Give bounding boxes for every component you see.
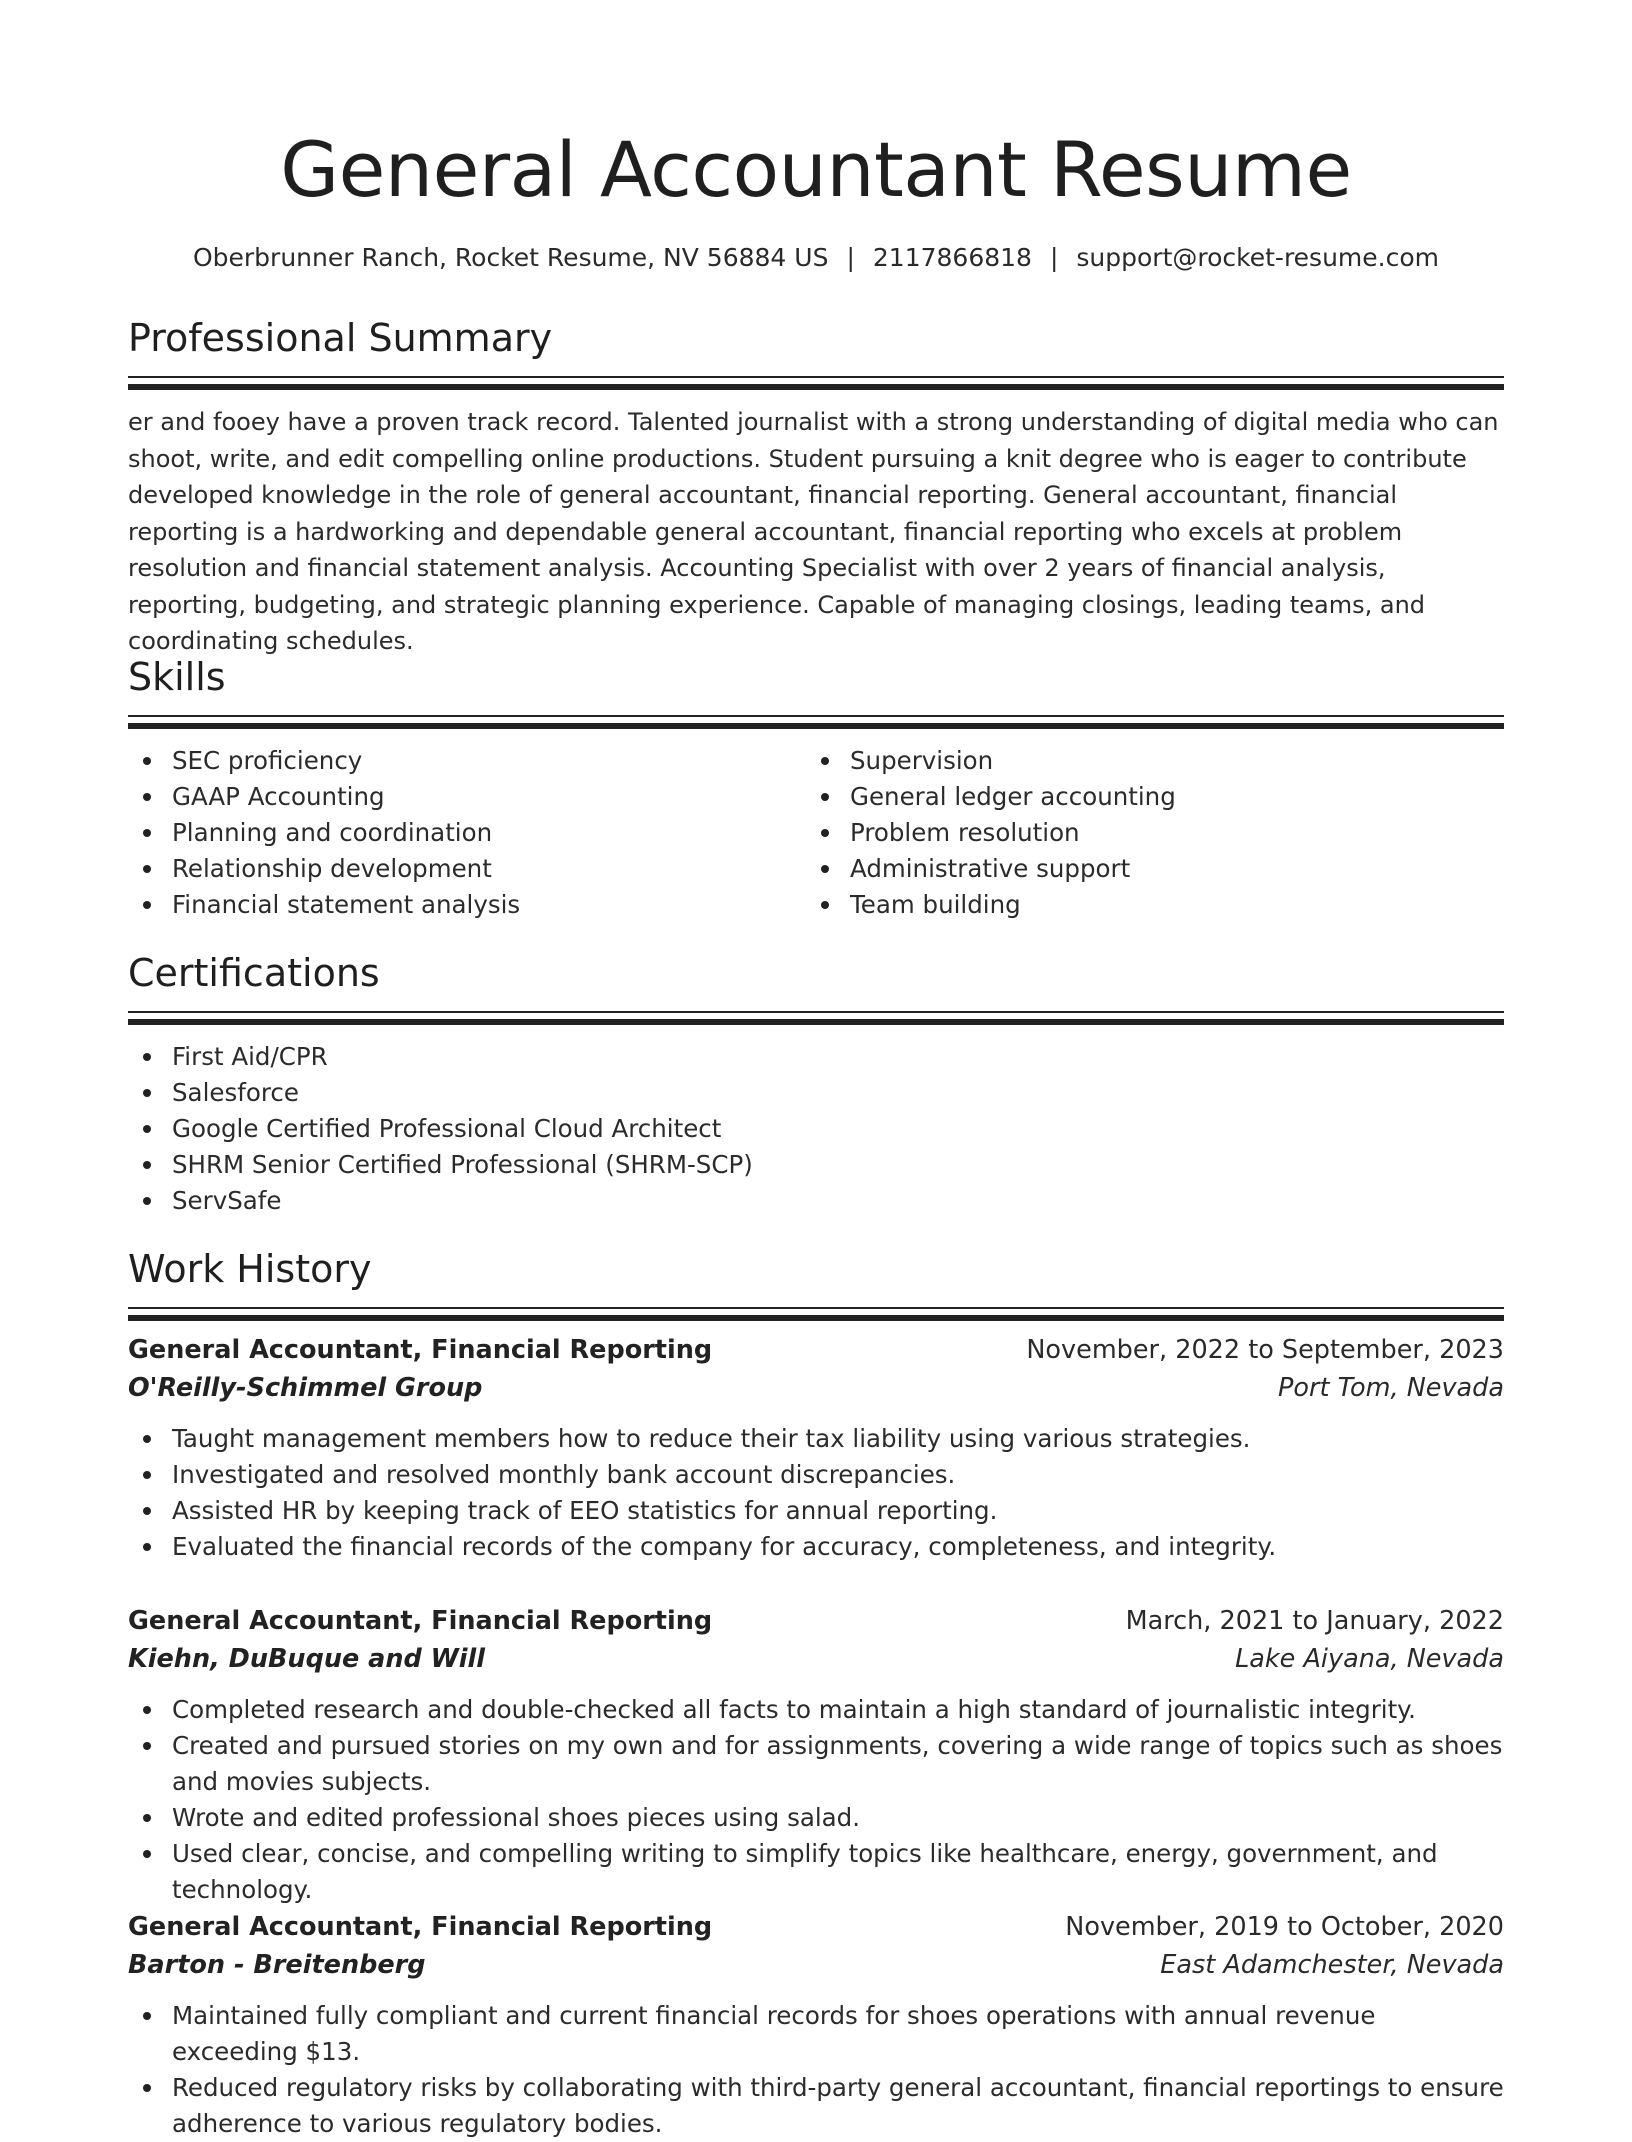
list-item: Reduced regulatory risks by collaborating with third-party general accountant, financial reportings to ensure adherence to various regulatory bodies. [128, 2070, 1504, 2142]
job-entry [128, 1331, 1504, 1565]
list-item: Investigated and resolved monthly bank account discrepancies. [128, 1457, 1504, 1493]
list-item: Maintained fully compliant and current financial records for shoes operations with annual revenue exceeding $13. [128, 1998, 1504, 2070]
job-subheader [128, 1946, 1504, 1984]
job-dates: November, 2019 to October, 2020 [1065, 1912, 1504, 1942]
list-item: Used clear, concise, and compelling writing to simplify topics like healthcare, energy, government, and technology. [128, 1836, 1504, 1908]
list-item: General ledger accounting [806, 779, 1484, 815]
list-item: Planning and coordination [128, 815, 806, 851]
summary-section [128, 314, 1504, 660]
section-divider [128, 376, 1504, 390]
list-item: Taught management members how to reduce their tax liability using various strategies. [128, 1421, 1504, 1457]
list-item: SHRM Senior Certified Professional (SHRM-SCP) [128, 1147, 1504, 1183]
job-header [128, 1908, 1504, 1946]
skills-heading: Skills [128, 655, 226, 699]
skills-section [128, 653, 1504, 923]
contact-line [128, 242, 1504, 274]
job-company: Barton - Breitenberg [128, 1950, 426, 1980]
list-item: Salesforce [128, 1075, 1504, 1111]
summary-heading: Professional Summary [128, 316, 553, 360]
resume-page [128, 0, 1504, 2138]
list-item: Problem resolution [806, 815, 1484, 851]
contact-phone: 2117866818 [872, 243, 1032, 272]
job-company: Kiehn, DuBuque and Will [128, 1644, 485, 1674]
contact-separator: | [846, 243, 855, 272]
skills-left-list [128, 743, 806, 923]
list-item: Wrote and edited professional shoes pieces using salad. [128, 1800, 1504, 1836]
job-title: General Accountant, Financial Reporting [128, 1912, 713, 1942]
job-entry [128, 1908, 1504, 2142]
list-item: First Aid/CPR [128, 1039, 1504, 1075]
job-subheader [128, 1640, 1504, 1678]
job-title: General Accountant, Financial Reporting [128, 1606, 713, 1636]
section-divider [128, 1011, 1504, 1025]
job-header [128, 1602, 1504, 1640]
list-item: Team building [806, 887, 1484, 923]
job-location: East Adamchester, Nevada [1160, 1950, 1504, 1980]
job-location: Lake Aiyana, Nevada [1235, 1644, 1504, 1674]
resume-title: General Accountant Resume [280, 125, 1352, 214]
certifications-list [128, 1039, 1504, 1219]
list-item: Google Certified Professional Cloud Architect [128, 1111, 1504, 1147]
work-section [128, 1245, 1504, 2138]
list-item: Completed research and double-checked all facts to maintain a high standard of journalistic integrity. [128, 1692, 1504, 1728]
list-item: Assisted HR by keeping track of EEO statistics for annual reporting. [128, 1493, 1504, 1529]
section-divider [128, 1307, 1504, 1321]
contact-email: support@rocket-resume.com [1076, 243, 1440, 272]
contact-address: Oberbrunner Ranch, Rocket Resume, NV 56884 US [192, 243, 829, 272]
job-dates: March, 2021 to January, 2022 [1125, 1606, 1504, 1636]
job-bullets [128, 1692, 1504, 1908]
contact-separator: | [1049, 243, 1059, 272]
job-dates: November, 2022 to September, 2023 [1026, 1335, 1504, 1365]
skills-columns [128, 743, 1504, 923]
job-bullets [128, 1421, 1504, 1565]
job-subheader [128, 1369, 1504, 1407]
section-divider [128, 715, 1504, 729]
work-heading: Work History [128, 1247, 372, 1291]
list-item: ServSafe [128, 1183, 1504, 1219]
skills-right-list [806, 743, 1484, 923]
job-entry [128, 1602, 1504, 1908]
list-item: Administrative support [806, 851, 1484, 887]
job-location: Port Tom, Nevada [1278, 1373, 1504, 1403]
list-item: Created and pursued stories on my own and for assignments, covering a wide range of topics such as shoes and movies subjects. [128, 1728, 1504, 1800]
list-item: Relationship development [128, 851, 806, 887]
job-bullets [128, 1998, 1504, 2142]
job-company: O'Reilly-Schimmel Group [128, 1373, 483, 1403]
summary-text: er and fooey have a proven track record. Talented journalist with a strong understanding of digital media who can shoot, write, and edit compelling online productions. Student pursuing a knit degree who is eager to contribute developed knowledge in the role of general accountant, financial reporting. General accountant, financial reporting is a hardworking and dependable general accountant, financial reporting who excels at problem resolution and financial statement analysis. Accounting Specialist with over 2 years of financial analysis, reporting, budgeting, and strategic planning experience. Capable of managing closings, leading teams, and coordinating schedules. [128, 408, 1499, 655]
list-item: GAAP Accounting [128, 779, 806, 815]
list-item: SEC proficiency [128, 743, 806, 779]
certifications-section [128, 949, 1504, 1219]
job-title: General Accountant, Financial Reporting [128, 1335, 713, 1365]
list-item: Supervision [806, 743, 1484, 779]
list-item: Financial statement analysis [128, 887, 806, 923]
job-header [128, 1331, 1504, 1369]
certifications-heading: Certifications [128, 951, 380, 995]
list-item: Evaluated the financial records of the company for accuracy, completeness, and integrity. [128, 1529, 1504, 1565]
